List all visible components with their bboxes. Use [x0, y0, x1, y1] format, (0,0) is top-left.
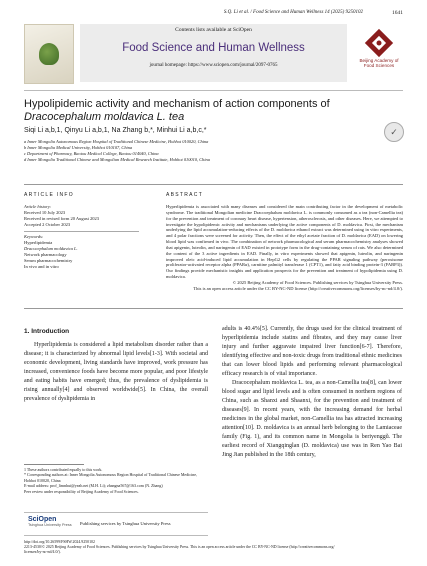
revised-date: Received in revised form 20 August 2023 [24, 216, 99, 221]
divider [24, 184, 403, 185]
paragraph: Hyperlipidemia is considered a lipid metabolism disorder rather than a disease; it is characterized by abnormal lipid levels[1-3]. With societal and economic development, living standards have improved, work pressure has increased, convenience foods have become more popular, and poor lifestyle and eating habits have emerged; thus, the prevalence of dyslipidemia is rising annually[4] and observed worldwide[5]. In China, the overall prevalence of dyslipidemia in [24, 342, 208, 402]
section-heading: 1. Introduction [24, 328, 70, 335]
license-url[interactable]: licenses/by-nc-nd/4.0/). [24, 550, 61, 554]
journal-cover-image [24, 24, 74, 84]
affiliation-d: d Inner Mongolia Traditional Chinese and Mongolian Medical Research Institute, Hohhot 010010, China [24, 157, 210, 162]
abstract-text: Hyperlipidemia is associated with many diseases and considered the main contributing factor in the development of metabolic syndrome. The traditional Mongolian medicine Dracocephalum moldavica L. is commonly consumed as a tea (non-Camellia tea) for the prevention and treatment of coronary heart disease, hypertension, atherosclerosis, and other diseases. Here, we attempted to investigate the hypolipidemic activity and mechanisms underlying the active components of D. moldavica. First, the mechanism underlying the lipid accumulation-reducing effects of the D. moldavica ethanol extract was determined using in vitro experiments, and 4 polar fractions were screened for activity. Then, the effect of the ethyl acetate fraction of D. moldavica (EAD) on lowering blood lipid was confirmed in vivo. The combination of network pharmacological and serum pharmacochemistry analyses showed that apigenin, luteolin, and naringenin of EAD existed in prototype form in the drug-containing serum of rats. We also determined the content of the 3 active ingredients in EAD. Finally, in vitro experiments showed that apigenin, luteolin, and naringenin improved oleic acid-induced lipid accumulation in HepG2 cells by regulating the PPAR signaling pathway (peroxisome proliferator-activated receptor alpha (PPARα), carnitine palmityl transferase 1 (CPT1), and fatty acid binding protein-3 (FABP3)). Our findings provide mechanistic insights and application prospects for the prevention and treatment of hypolipidemia using D. moldavica. [166, 204, 403, 280]
journal-title-box [80, 24, 347, 82]
abstract [166, 204, 403, 292]
leaf-icon [39, 43, 59, 65]
journal-homepage[interactable]: journal homepage: https://www.sciopen.com/journal/2097-0765 [149, 63, 278, 68]
abstract-heading: ABSTRACT [166, 192, 204, 198]
footnote: Peer review under responsibility of Beijing Academy of Food Sciences. [24, 488, 139, 494]
keyword: Hyperlipidemia [24, 240, 53, 245]
footnote: * Corresponding authors at: Inner Mongolia Autonomous Region Hospital of Traditional Chinese Medicine, Hohhot 010020, China [24, 472, 197, 483]
article-info-heading: ARTICLE INFO [24, 192, 74, 198]
sciopen-publishing-box [24, 512, 208, 536]
footnote-rule [24, 464, 84, 465]
footnote: E-mail address: prof_limnhui@yeah.net (M.H. Li); zhangna567@163.com (N. Zhang) [24, 483, 163, 489]
copyright-line: © 2025 Beijing Academy of Food Sciences. Publishing services by Tsinghua University Press. [232, 279, 403, 285]
article-info [24, 204, 154, 270]
title-line-1: Hypolipidemic activity and mechanism of action components of [24, 98, 330, 110]
publisher-logo [355, 24, 403, 82]
accepted-date: Accepted 2 October 2023 [24, 222, 71, 227]
received-date: Received 10 July 2023 [24, 210, 66, 215]
sciopen-logo [28, 516, 72, 527]
doi-link[interactable]: http://doi.org/10.26599/FSHW.2024.9250102 [24, 540, 95, 544]
journal-banner [24, 24, 403, 91]
paragraph: Dracocephalum moldavica L. tea, as a non-Camellia tea[8], can lower blood sugar and lipid levels and is often consumed in northern regions of China, such as Shanxi and Shaanxi, for the prevention and treatment of diseases[9]. In recent years, with the increasing demand for herbal medicines in the global market, non-Camellia tea has attracted increasing attention[10]. D. moldavica is an annual herb belonging to the Lamiaceae family (Fig. 1), and its common name in Mongolia is beriyenggŭ. The earliest record of Xiangqinglan (D. moldavica) use was in Ren Yao Bai Jing Jian published in the 18th century, [222, 380, 402, 458]
title-line-2: Dracocephalum moldavica L. tea [24, 111, 185, 123]
publisher-logo-line1: Beijing Academy of [359, 58, 399, 63]
keywords-label: Keywords: [24, 234, 44, 239]
keyword: In vivo and in vitro [24, 264, 59, 269]
paragraph: adults is 40.4%[5]. Currently, the drugs used for the clinical treatment of hyperlipidemia include statins and fibrates, and they may cause liver injury and further aggravate impaired liver function[6-7]. Therefore, identifying effective and non-toxic drugs from traditional ethnic medicines that can lower blood lipids and performing relevant pharmacological efficacy research is of vital importance. [222, 326, 402, 377]
info-divider [24, 231, 139, 232]
article-title [24, 98, 364, 124]
body-column-right [222, 325, 402, 460]
keyword: Serum pharmacochemistry [24, 258, 73, 263]
publisher-logo-line2: Food Sciences [363, 63, 395, 69]
affiliation-c: c Department of Pharmacy, Baotou Medical College, Baotou 014040, China [24, 151, 159, 156]
author-list: Siqi Li a,b,1, Qinyu Li a,b,1, Na Zhang b,*, Minhui Li a,b,c,* [24, 127, 207, 134]
publishing-services: Publishing services by Tsinghua University Press [80, 521, 171, 526]
affiliations [24, 139, 210, 163]
bottom-matter [24, 540, 403, 555]
page-number: 1641 [392, 10, 403, 16]
body-column-left [24, 341, 208, 404]
contents-line: Contents lists available at SciOpen [175, 27, 252, 33]
sciopen-logo-text: SciOpen [28, 516, 57, 523]
history-label: Article history: [24, 204, 52, 209]
journal-title: Food Science and Human Wellness [122, 42, 305, 54]
running-head [24, 9, 403, 19]
affiliation-a: a Inner Mongolia Autonomous Region Hospital of Traditional Chinese Medicine, Hohhot 010020, China [24, 139, 209, 144]
license-line[interactable]: This is an open access article under the CC BY-NC-ND license (http://creativecommons.org/licenses/by-nc-nd/4.0/). [193, 285, 403, 291]
check-for-updates-icon[interactable]: ✓ [384, 122, 404, 142]
footnotes [24, 464, 208, 494]
sciopen-logo-sub: Tsinghua University Press [28, 523, 72, 527]
issn-line: 2213-4530/© 2025 Beijing Academy of Food Sciences. Publishing services by Tsinghua University Press. This is an open access article under the CC BY-NC-ND license (http://creativecommons.org/ [24, 545, 335, 549]
publisher-emblem-icon [364, 28, 394, 58]
keyword: Dracocephalum moldavica L. [24, 246, 78, 251]
divider [24, 308, 403, 309]
running-head-text: S.Q. Li et al. / Food Science and Human Wellness 14 (2025) 9250102 [223, 10, 363, 15]
keyword: Network pharmacology [24, 252, 67, 257]
affiliation-b: b Inner Mongolia Medical University, Hohhot 010107, China [24, 145, 133, 150]
footnote: 1 These authors contributed equally to this work. [24, 467, 103, 472]
